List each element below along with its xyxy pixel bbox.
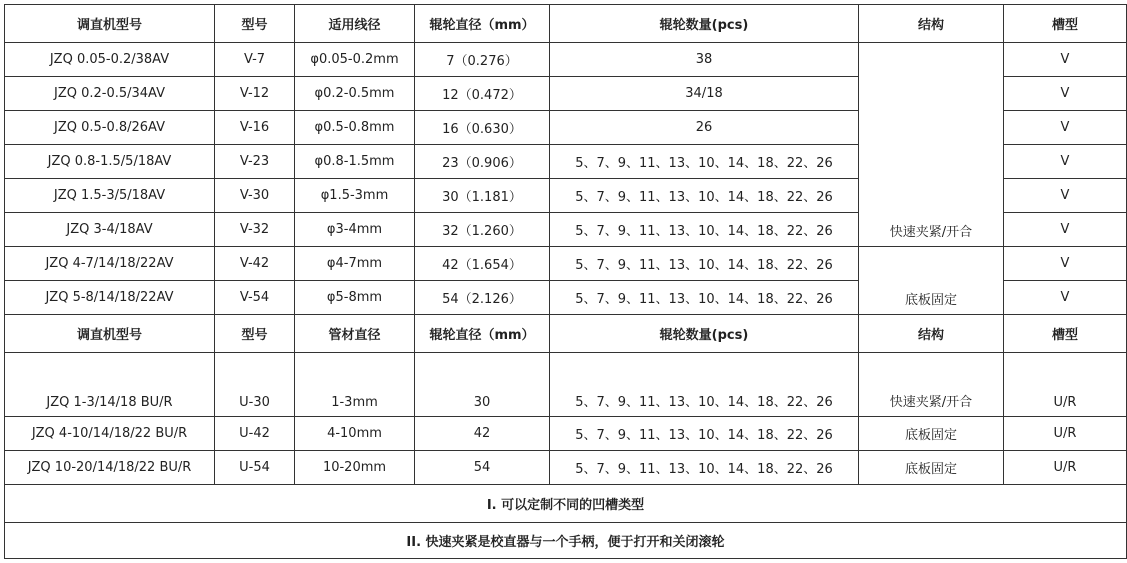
diameter-cell: φ4-7mm [295, 247, 415, 281]
model-cell: JZQ 3-4/18AV [5, 213, 215, 247]
diameter-cell: φ0.05-0.2mm [295, 43, 415, 77]
type-cell: V-30 [215, 179, 295, 213]
table-row [5, 451, 1127, 485]
diameter-cell: 4-10mm [295, 417, 415, 451]
groove-cell: V [1004, 281, 1127, 315]
header-cell: 结构 [859, 5, 1004, 43]
type-cell: V-42 [215, 247, 295, 281]
roller-diameter-cell: 16（0.630） [415, 111, 550, 145]
roller-diameter-cell: 23（0.906） [415, 145, 550, 179]
model-cell: JZQ 4-10/14/18/22 BU/R [5, 417, 215, 451]
roller-count-cell: 5、7、9、11、13、10、14、18、22、26 [550, 451, 859, 485]
header-cell: 辊轮直径（mm） [415, 5, 550, 43]
spec-table [4, 4, 1127, 559]
groove-cell: U/R [1004, 417, 1127, 451]
structure-cell: 底板固定 [859, 247, 1004, 315]
model-cell: JZQ 1-3/14/18 BU/R [5, 353, 215, 417]
roller-diameter-cell: 7（0.276） [415, 43, 550, 77]
diameter-cell: φ5-8mm [295, 281, 415, 315]
header-cell: 辊轮数量(pcs) [550, 5, 859, 43]
type-cell: V-7 [215, 43, 295, 77]
groove-cell: U/R [1004, 353, 1127, 417]
model-cell: JZQ 0.05-0.2/38AV [5, 43, 215, 77]
note-customizable-groove: I. 可以定制不同的凹槽类型 [5, 485, 1127, 523]
header-cell: 管材直径 [295, 315, 415, 353]
model-cell: JZQ 10-20/14/18/22 BU/R [5, 451, 215, 485]
diameter-cell: φ1.5-3mm [295, 179, 415, 213]
roller-diameter-cell: 54（2.126） [415, 281, 550, 315]
header-cell: 槽型 [1004, 5, 1127, 43]
roller-count-cell: 5、7、9、11、13、10、14、18、22、26 [550, 145, 859, 179]
model-cell: JZQ 4-7/14/18/22AV [5, 247, 215, 281]
structure-cell: 快速夹紧/开合 [859, 353, 1004, 417]
type-cell: V-23 [215, 145, 295, 179]
type-cell: V-54 [215, 281, 295, 315]
model-cell: JZQ 0.8-1.5/5/18AV [5, 145, 215, 179]
groove-cell: V [1004, 213, 1127, 247]
header-cell: 槽型 [1004, 315, 1127, 353]
groove-cell: V [1004, 77, 1127, 111]
groove-cell: U/R [1004, 451, 1127, 485]
diameter-cell: φ0.5-0.8mm [295, 111, 415, 145]
table-row [5, 353, 1127, 417]
roller-diameter-cell: 12（0.472） [415, 77, 550, 111]
roller-count-cell: 5、7、9、11、13、10、14、18、22、26 [550, 281, 859, 315]
roller-count-cell: 26 [550, 111, 859, 145]
header-cell: 结构 [859, 315, 1004, 353]
roller-count-cell: 5、7、9、11、13、10、14、18、22、26 [550, 179, 859, 213]
type-cell: V-12 [215, 77, 295, 111]
model-cell: JZQ 1.5-3/5/18AV [5, 179, 215, 213]
roller-diameter-cell: 30（1.181） [415, 179, 550, 213]
roller-count-cell: 5、7、9、11、13、10、14、18、22、26 [550, 213, 859, 247]
table-row [5, 417, 1127, 451]
header-row [5, 5, 1127, 43]
roller-count-cell: 5、7、9、11、13、10、14、18、22、26 [550, 353, 859, 417]
header-cell: 辊轮直径（mm） [415, 315, 550, 353]
table-row [5, 247, 1127, 281]
diameter-cell: 10-20mm [295, 451, 415, 485]
roller-count-cell: 5、7、9、11、13、10、14、18、22、26 [550, 417, 859, 451]
structure-cell: 快速夹紧/开合 [859, 43, 1004, 247]
note-row [5, 485, 1127, 523]
header-cell: 调直机型号 [5, 5, 215, 43]
diameter-cell: φ3-4mm [295, 213, 415, 247]
diameter-cell: 1-3mm [295, 353, 415, 417]
diameter-cell: φ0.2-0.5mm [295, 77, 415, 111]
roller-diameter-cell: 30 [415, 353, 550, 417]
groove-cell: V [1004, 247, 1127, 281]
note-quick-clamp: II. 快速夹紧是校直器与一个手柄，便于打开和关闭滚轮 [5, 523, 1127, 559]
roller-count-cell: 5、7、9、11、13、10、14、18、22、26 [550, 247, 859, 281]
header-cell: 适用线径 [295, 5, 415, 43]
roller-diameter-cell: 54 [415, 451, 550, 485]
type-cell: U-54 [215, 451, 295, 485]
groove-cell: V [1004, 111, 1127, 145]
structure-cell: 底板固定 [859, 451, 1004, 485]
roller-count-cell: 34/18 [550, 77, 859, 111]
header-cell: 辊轮数量(pcs) [550, 315, 859, 353]
type-cell: U-30 [215, 353, 295, 417]
groove-cell: V [1004, 179, 1127, 213]
roller-diameter-cell: 42 [415, 417, 550, 451]
model-cell: JZQ 0.2-0.5/34AV [5, 77, 215, 111]
header-cell: 型号 [215, 315, 295, 353]
header-cell: 调直机型号 [5, 315, 215, 353]
type-cell: V-32 [215, 213, 295, 247]
roller-diameter-cell: 42（1.654） [415, 247, 550, 281]
header-row [5, 315, 1127, 353]
type-cell: V-16 [215, 111, 295, 145]
diameter-cell: φ0.8-1.5mm [295, 145, 415, 179]
type-cell: U-42 [215, 417, 295, 451]
header-cell: 型号 [215, 5, 295, 43]
model-cell: JZQ 0.5-0.8/26AV [5, 111, 215, 145]
table-row [5, 43, 1127, 77]
structure-cell: 底板固定 [859, 417, 1004, 451]
roller-count-cell: 38 [550, 43, 859, 77]
groove-cell: V [1004, 145, 1127, 179]
roller-diameter-cell: 32（1.260） [415, 213, 550, 247]
note-row [5, 523, 1127, 559]
groove-cell: V [1004, 43, 1127, 77]
model-cell: JZQ 5-8/14/18/22AV [5, 281, 215, 315]
